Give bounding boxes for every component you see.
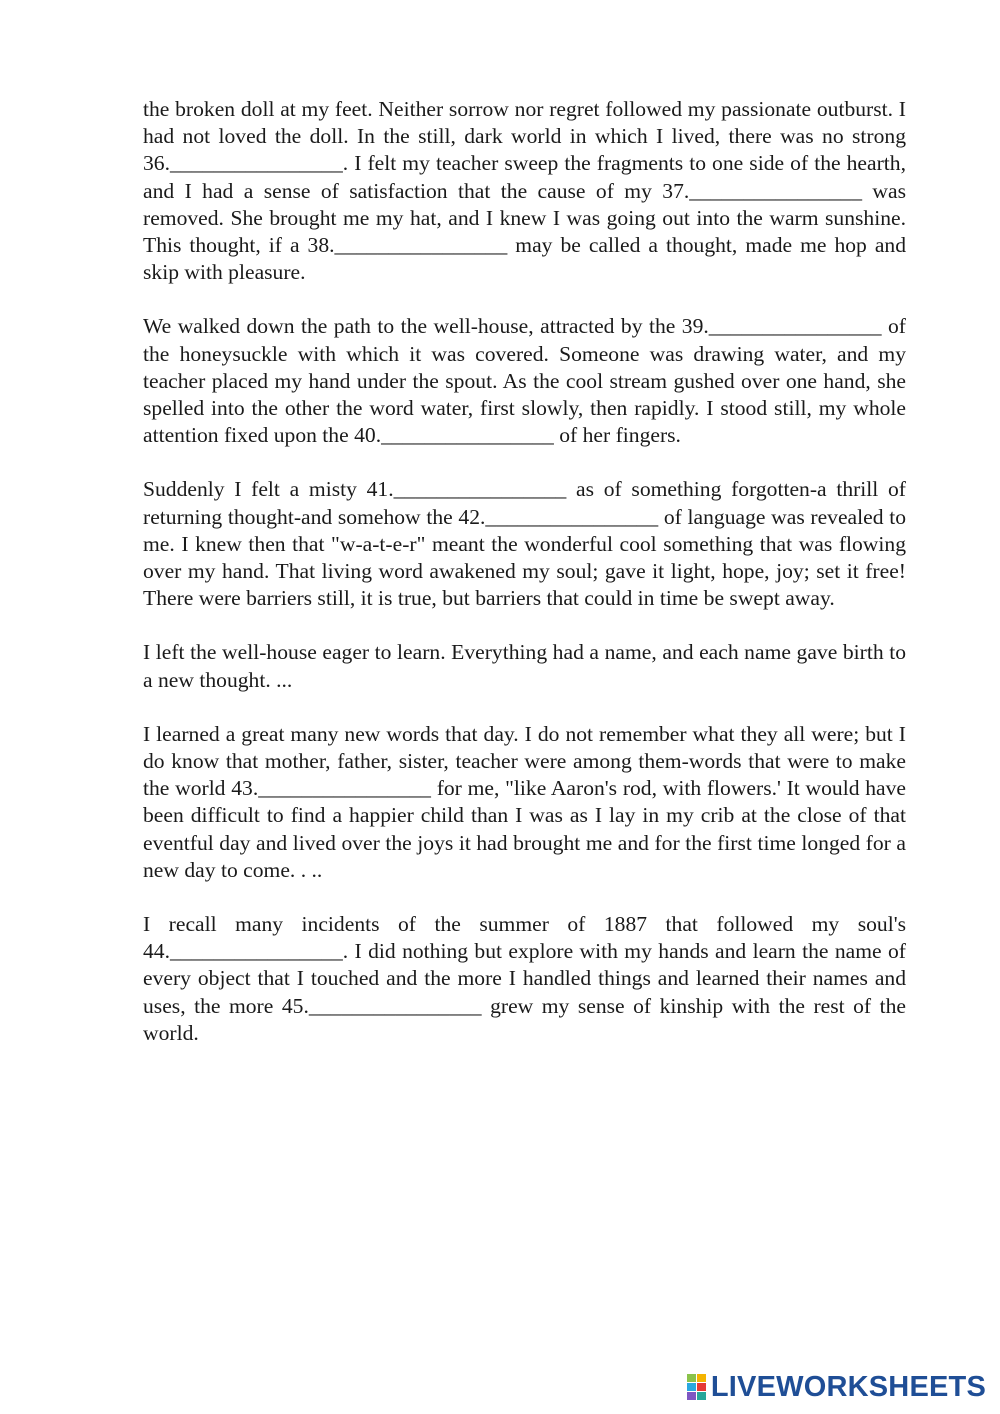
paragraph-text: I learned a great many new words that day. I do not remember what they all were; but I do know that mother, father, sister, teacher were among them-words that were to make the world — [143, 721, 906, 801]
blank-44[interactable]: 44.________________ — [143, 939, 343, 964]
blank-41[interactable]: 41.________________ — [366, 477, 567, 502]
paragraph-text: Suddenly I felt a misty — [143, 477, 367, 502]
paragraph-text: I recall many incidents of the summer of 1887 that followed my soul's — [143, 912, 906, 937]
blank-36[interactable]: 36.________________ — [143, 151, 343, 176]
worksheet-text — [143, 96, 906, 1074]
paragraph-text: as of something forgotten-a thrill of returning thought-and somehow the — [143, 477, 906, 529]
blank-45[interactable]: 45.________________ — [281, 993, 482, 1018]
paragraph-text: . I felt my teacher sweep the fragments to one side of the hearth, and I had a sense of satisfaction that the cause of my — [143, 151, 906, 203]
paragraph-text: . I did nothing but explore with my hands and learn the name of every object that I touched and the more I handled things and learned their names and uses, the more — [143, 939, 906, 1018]
paragraph-5 — [143, 721, 906, 884]
liveworksheets-brand — [686, 1370, 986, 1404]
blank-39[interactable]: 39.________________ — [681, 314, 882, 339]
paragraph-text: may be called a thought, made me hop and skip with pleasure. — [143, 233, 907, 285]
paragraph-6 — [143, 911, 906, 1047]
blank-43[interactable]: 43.________________ — [231, 776, 431, 801]
paragraph-text: We walked down the path to the well-house, attracted by the — [143, 314, 682, 339]
paragraph-text: the broken doll at my feet. Neither sorrow nor regret followed my passionate outburst. I had not loved the doll. In the still, dark world in which I lived, there was no strong — [143, 97, 906, 149]
liveworksheets-logo-icon — [686, 1372, 708, 1402]
brand-name: LIVEWORKSHEETS — [710, 1370, 986, 1403]
paragraph-text: of language was revealed to me. I knew then that "w-a-t-e-r" meant the wonderful cool something that was flowing over my hand. That living word awakened my soul; gave it light, hope, joy; set it free! There were barriers still, it is true, but barriers that could in time be swept away. — [143, 504, 907, 611]
paragraph-text: grew my sense of kinship with the rest of the world. — [143, 993, 907, 1045]
blank-38[interactable]: 38.________________ — [307, 233, 508, 258]
blank-40[interactable]: 40.________________ — [354, 423, 554, 448]
paragraph-text: for me, "like Aaron's rod, with flowers.' It would have been difficult to find a happier child than I was as I lay in my crib at the close of that eventful day and lived over the joys it had brought me and for the first time longed for a new day to come. . .. — [143, 776, 906, 882]
paragraph-text: of the honeysuckle with which it was covered. Someone was drawing water, and my teacher placed my hand under the spout. As the cool stream gushed over one hand, she spelled into the other the word water, first slowly, then rapidly. I stood still, my whole attention fixed upon the — [143, 314, 906, 448]
blank-42[interactable]: 42.________________ — [458, 504, 659, 529]
paragraph-2 — [143, 313, 906, 449]
paragraph-text: was removed. She brought me my hat, and I knew I was going out into the warm sunshine. This thought, if a — [143, 178, 907, 258]
paragraph-1 — [143, 96, 906, 286]
paragraph-3 — [143, 476, 906, 612]
paragraph-4 — [143, 639, 906, 693]
blank-37[interactable]: 37.________________ — [662, 178, 863, 203]
paragraph-text: I left the well-house eager to learn. Everything had a name, and each name gave birth to a new thought. ... — [143, 640, 906, 692]
paragraph-text: of her fingers. — [553, 423, 681, 448]
